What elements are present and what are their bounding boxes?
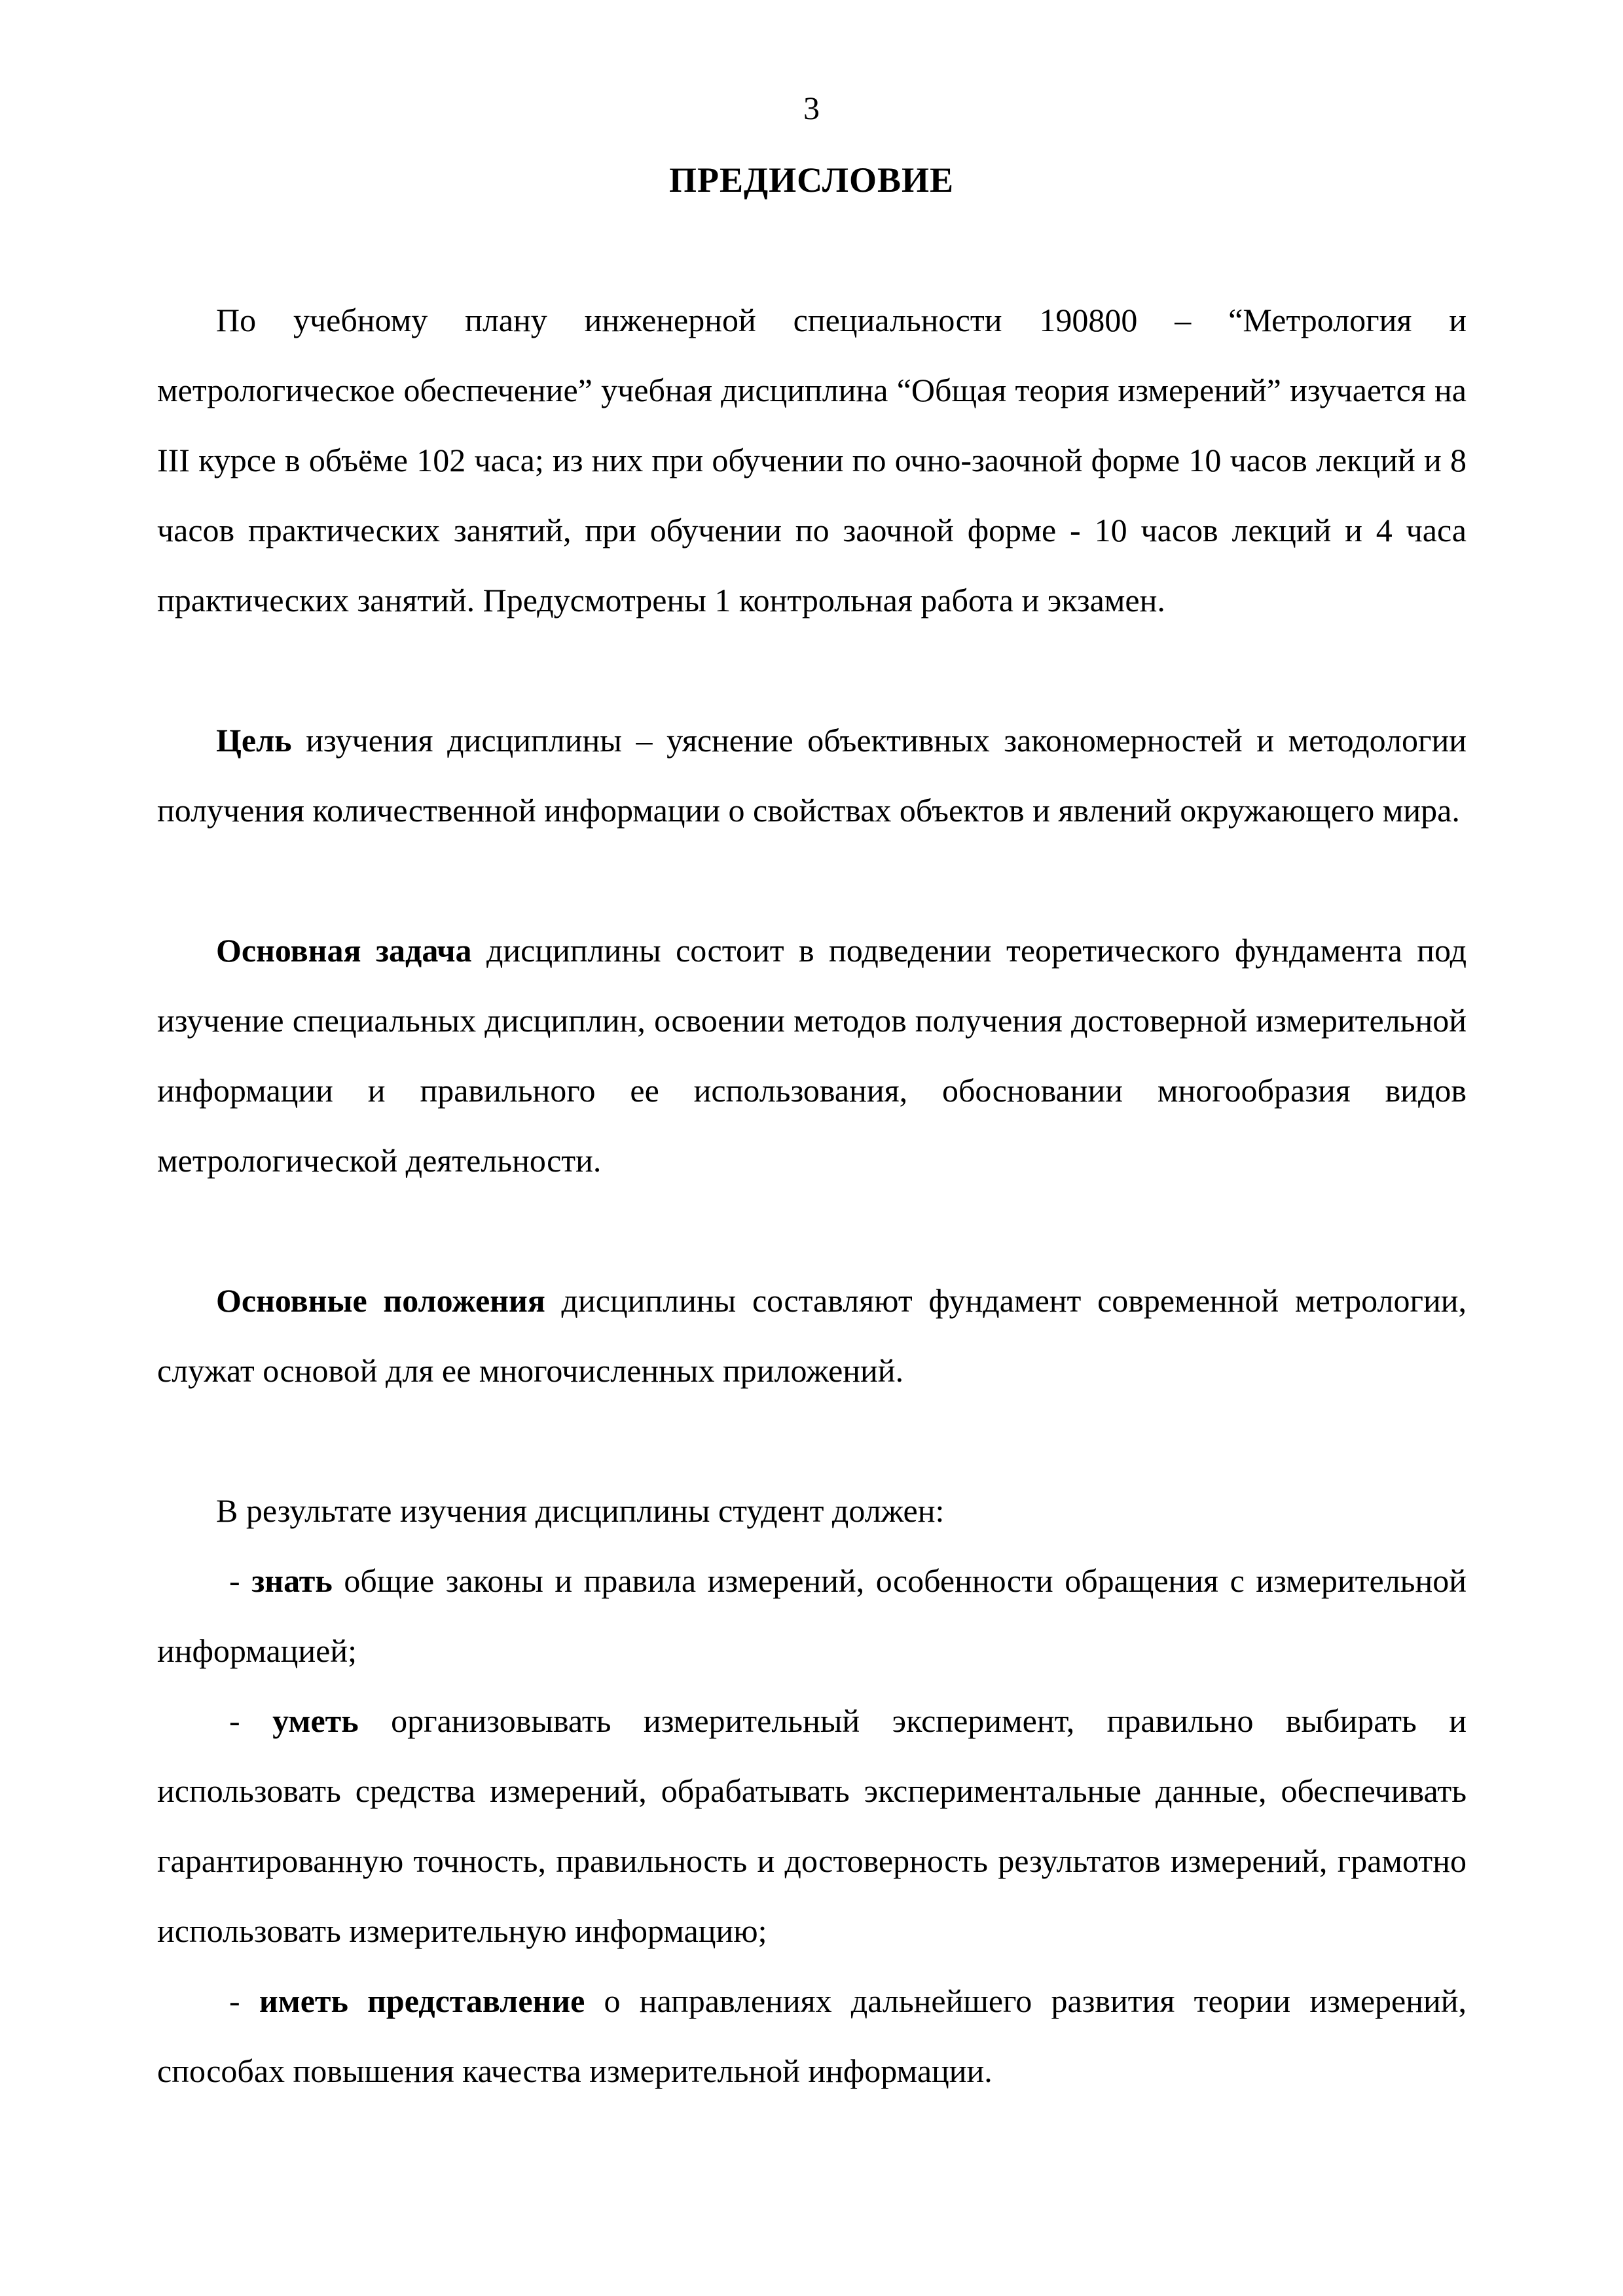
goal-text: изучения дисциплины – уяснение объективных закономерностей и методологии получения количественной информации о свойствах объектов и явлений окружающего мира.: [157, 722, 1467, 829]
outcome-prefix: -: [229, 1702, 273, 1739]
provisions-text: дисциплины составляют фундамент современной метрологии, служат основой для ее многочисленных приложений.: [157, 1282, 1467, 1389]
paragraph-spacer: [157, 846, 1467, 916]
outcome-text: общие законы и правила измерений, особенности обращения с измерительной информацией;: [157, 1562, 1467, 1669]
intro-paragraph: [157, 285, 1467, 636]
paragraph-spacer: [157, 1406, 1467, 1476]
task-paragraph: [157, 916, 1467, 1196]
outcome-term: уметь: [272, 1702, 359, 1739]
paragraph-spacer: [157, 636, 1467, 706]
document-body: [157, 285, 1467, 2106]
outcome-item-idea: [157, 1966, 1467, 2106]
outcome-term: иметь представление: [259, 1982, 585, 2019]
task-text: дисциплины состоит в подведении теоретического фундамента под изучение специальных дисциплин, освоении методов получения достоверной измерительной информации и правильного ее использования, обосновании многообразия видов метрологической деятельности.: [157, 932, 1467, 1179]
page-title: ПРЕДИСЛОВИЕ: [668, 160, 955, 200]
page-number: 3: [803, 90, 820, 126]
provisions-term: Основные положения: [216, 1282, 545, 1319]
intro-text: По учебному плану инженерной специальности 190800 – “Метрология и метрологическое обеспечение” учебная дисциплина “Общая теория измерений” изучается на III курсе в объёме 102 часа; из них при обучении по очно-заочной форме 10 часов лекций и 8 часов практических занятий, при обучении по заочной форме - 10 часов лекций и 4 часа практических занятий. Предусмотрены 1 контрольная работа и экзамен.: [157, 302, 1467, 619]
outcome-prefix: -: [229, 1562, 252, 1599]
outcome-text: организовывать измерительный эксперимент, правильно выбирать и использовать средства измерений, обрабатывать экспериментальные данные, обеспечивать гарантированную точность, правильность и достоверность результатов измерений, грамотно использовать измерительную информацию;: [157, 1702, 1467, 1949]
goal-term: Цель: [216, 722, 292, 759]
paragraph-spacer: [157, 1196, 1467, 1266]
outcome-text: о направлениях дальнейшего развития теории измерений, способах повышения качества измерительной информации.: [157, 1982, 1467, 2089]
provisions-paragraph: [157, 1266, 1467, 1406]
outcomes-lead: В результате изучения дисциплины студент должен:: [216, 1492, 945, 1529]
task-term: Основная задача: [216, 932, 472, 969]
outcome-item-know: [157, 1546, 1467, 1686]
outcome-term: знать: [251, 1562, 333, 1599]
goal-paragraph: [157, 706, 1467, 846]
outcome-prefix: -: [229, 1982, 259, 2019]
outcome-item-skill: [157, 1686, 1467, 1966]
